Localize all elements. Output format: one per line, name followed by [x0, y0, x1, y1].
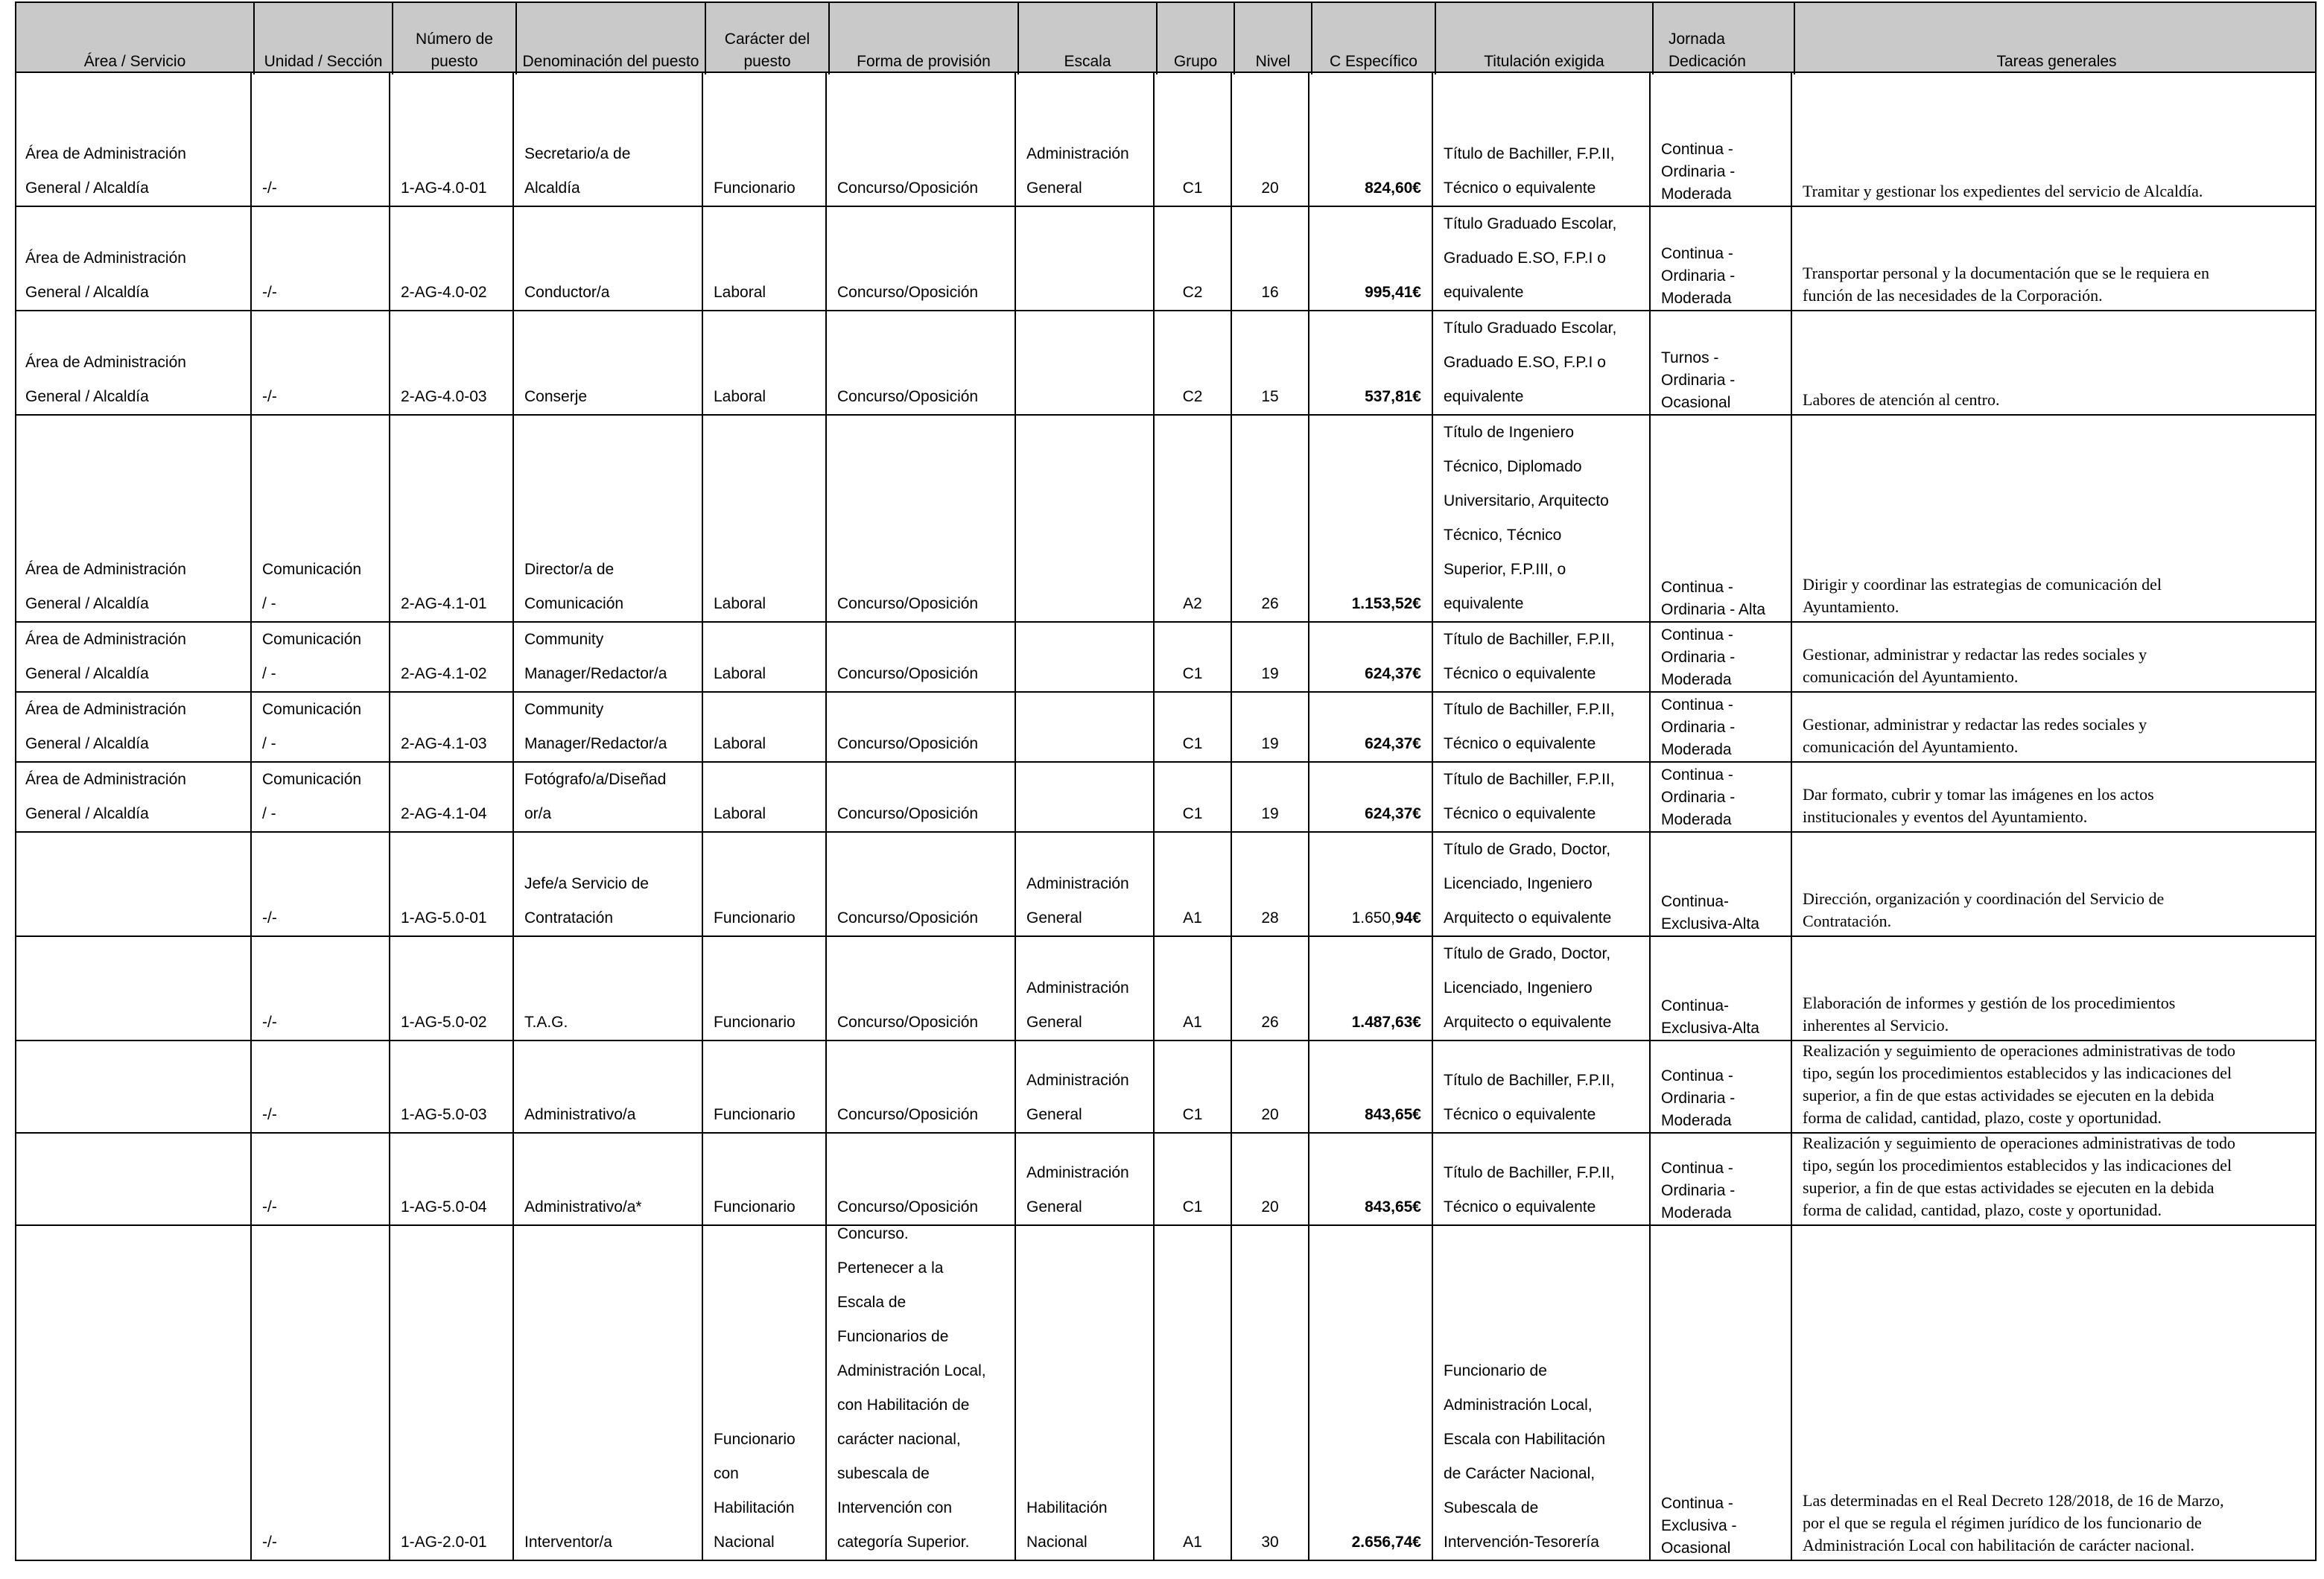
cell-caracter: Funcionario: [714, 1106, 796, 1123]
cell-grupo: C2: [1182, 284, 1203, 301]
cell-tareas: Las determinadas en el Real Decreto 128/2018, de 16 de Marzo, por el que se regula el régimen jurídico de los funcionario de Administración Local con habilitación de carácter nacional.: [1803, 1491, 2224, 1554]
cell-area: [15, 937, 250, 1040]
header-denominacion: Denominación del puesto: [515, 3, 705, 74]
table-row: [15, 833, 2317, 937]
cell-escala: Administración General: [1026, 1072, 1129, 1123]
cell-nivel: 19: [1261, 665, 1279, 682]
cell-unidad: Comunicación / -: [262, 561, 362, 612]
cell-tareas: Tramitar y gestionar los expedientes del servicio de Alcaldía.: [1803, 182, 2203, 200]
cell-nivel: 20: [1261, 179, 1279, 197]
cell-titulacion: Título Graduado Escolar, Graduado E.SO, F.P.I o equivalente: [1444, 320, 1617, 405]
cell-area: Área de Administración General / Alcaldía: [25, 354, 186, 405]
cell-caracter: Laboral: [714, 284, 766, 301]
cell-unidad: Comunicación / -: [262, 701, 362, 752]
cell-tareas: Gestionar, administrar y redactar las redes sociales y comunicación del Ayuntamiento.: [1803, 645, 2147, 686]
cell-caracter: Funcionario con Habilitación Nacional: [714, 1431, 796, 1551]
table-row: [15, 1134, 2317, 1226]
cell-nivel: 19: [1261, 735, 1279, 752]
cell-provision: Concurso/Oposición: [837, 1198, 979, 1216]
cell-especifico: 537,81€: [1365, 388, 1421, 405]
cell-especifico: 624,37€: [1365, 735, 1421, 752]
cell-unidad: Comunicación / -: [262, 631, 362, 682]
cell-titulacion: Título de Bachiller, F.P.II, Técnico o equivalente: [1444, 145, 1615, 197]
header-caracter: Carácter del puesto: [705, 3, 828, 74]
cell-unidad: -/-: [262, 1534, 277, 1551]
cell-unidad: -/-: [262, 388, 277, 405]
cell-denominacion: Jefe/a Servicio de Contratación: [524, 875, 649, 927]
cell-especifico: 1.487,63€: [1351, 1014, 1421, 1031]
cell-titulacion: Título de Bachiller, F.P.II, Técnico o equivalente: [1444, 1164, 1615, 1216]
header-provision: Forma de provisión: [828, 3, 1017, 74]
cell-numero: 1-AG-5.0-02: [401, 1014, 487, 1031]
cell-titulacion: Título de Bachiller, F.P.II, Técnico o equivalente: [1444, 631, 1615, 682]
cell-especifico: 843,65€: [1365, 1198, 1421, 1216]
cell-nivel: 19: [1261, 805, 1279, 822]
cell-unidad: -/-: [262, 179, 277, 197]
cell-numero: 1-AG-5.0-03: [401, 1106, 487, 1123]
cell-area: Área de Administración General / Alcaldía: [25, 771, 186, 822]
cell-escala: [1016, 763, 1153, 831]
cell-titulacion: Funcionario de Administración Local, Escala con Habilitación de Carácter Nacional, Subescala de Intervención-Tesorería: [1444, 1362, 1606, 1551]
cell-tareas: Realización y seguimiento de operaciones administrativas de todo tipo, según los procedimientos establecidos y las indicaciones del superior, a fin de que estas actividades se ejecuten en la debida forma de calidad, cantidad, plazo, coste y oportunidad.: [1803, 1041, 2235, 1127]
cell-numero: 1-AG-2.0-01: [401, 1534, 487, 1551]
cell-grupo: A2: [1183, 595, 1202, 612]
cell-escala: [1016, 693, 1153, 761]
cell-provision: Concurso/Oposición: [837, 805, 979, 822]
cell-escala: Administración General: [1026, 875, 1129, 927]
cell-provision: Concurso. Pertenecer a la Escala de Funcionarios de Administración Local, con Habilitación de carácter nacional, subescala de Intervención con categoría Superior.: [837, 1225, 986, 1551]
cell-unidad: -/-: [262, 1106, 277, 1123]
cell-area: Área de Administración General / Alcaldía: [25, 250, 186, 301]
cell-nivel: 26: [1261, 595, 1279, 612]
cell-jornada: Continua - Ordinaria - Moderada: [1661, 626, 1736, 688]
table-row: [15, 937, 2317, 1041]
cell-especifico: 995,41€: [1365, 284, 1421, 301]
cell-nivel: 20: [1261, 1106, 1279, 1123]
cell-titulacion: Título de Grado, Doctor, Licenciado, Ingeniero Arquitecto o equivalente: [1444, 841, 1612, 927]
cell-jornada: Continua - Ordinaria - Moderada: [1661, 766, 1736, 828]
cell-provision: Concurso/Oposición: [837, 595, 979, 612]
cell-unidad: -/-: [262, 1198, 277, 1216]
cell-tareas: Transportar personal y la documentación que se le requiera en función de las necesidades de la Corporación.: [1803, 264, 2209, 305]
cell-jornada: Continua - Ordinaria - Moderada: [1661, 696, 1736, 758]
cell-escala: Administración General: [1026, 979, 1129, 1031]
header-escala: Escala: [1017, 3, 1156, 74]
cell-titulacion: Título de Bachiller, F.P.II, Técnico o equivalente: [1444, 1072, 1615, 1123]
cell-denominacion: Secretario/a de Alcaldía: [524, 145, 631, 197]
cell-escala: Administración General: [1026, 145, 1129, 197]
cell-grupo: C1: [1182, 735, 1203, 752]
table-row: [15, 1226, 2317, 1561]
header-tareas: Tareas generales: [1794, 3, 2318, 74]
cell-caracter: Funcionario: [714, 909, 796, 927]
cell-area: [15, 1134, 250, 1224]
cell-escala: [1016, 311, 1153, 414]
cell-area: Área de Administración General / Alcaldía: [25, 701, 186, 752]
cell-grupo: A1: [1183, 1014, 1202, 1031]
cell-especifico: [1309, 833, 1432, 935]
cell-jornada: Continua- Exclusiva-Alta: [1661, 893, 1759, 933]
cell-numero: 2-AG-4.1-02: [401, 665, 487, 682]
cell-denominacion: Fotógrafo/a/Diseñad or/a: [524, 771, 667, 822]
cell-tareas: Labores de atención al centro.: [1803, 390, 2000, 409]
cell-numero: 1-AG-5.0-04: [401, 1198, 487, 1216]
cell-provision: Concurso/Oposición: [837, 388, 979, 405]
cell-unidad: Comunicación / -: [262, 771, 362, 822]
cell-denominacion: Interventor/a: [524, 1534, 612, 1551]
cell-escala: [1016, 207, 1153, 310]
table-row: [15, 73, 2317, 207]
cell-escala: Administración General: [1026, 1164, 1129, 1216]
cell-numero: 2-AG-4.0-02: [401, 284, 487, 301]
cell-titulacion: Título de Bachiller, F.P.II, Técnico o equivalente: [1444, 701, 1615, 752]
cell-numero: 2-AG-4.1-04: [401, 805, 487, 822]
cell-unidad: -/-: [262, 909, 277, 927]
cell-numero: 2-AG-4.1-03: [401, 735, 487, 752]
cell-jornada: Continua - Ordinaria - Moderada: [1661, 245, 1736, 307]
cell-provision: Concurso/Oposición: [837, 1106, 979, 1123]
cell-nivel: 28: [1261, 909, 1279, 927]
cell-provision: Concurso/Oposición: [837, 735, 979, 752]
cell-especifico: 1.153,52€: [1351, 595, 1421, 612]
cell-grupo: C1: [1182, 179, 1203, 197]
cell-titulacion: Título Graduado Escolar, Graduado E.SO, F.P.I o equivalente: [1444, 215, 1617, 301]
cell-caracter: Laboral: [714, 388, 766, 405]
cell-grupo: C1: [1182, 665, 1203, 682]
cell-nivel: 30: [1261, 1534, 1279, 1551]
cell-tareas: Dar formato, cubrir y tomar las imágenes en los actos institucionales y eventos del Ayuntamiento.: [1803, 785, 2154, 826]
cell-provision: Concurso/Oposición: [837, 1014, 979, 1031]
table-row: [15, 763, 2317, 833]
cell-grupo: A1: [1183, 909, 1202, 927]
header-area: Área / Servicio: [83, 53, 186, 70]
cell-denominacion: Administrativo/a*: [524, 1198, 642, 1216]
cell-unidad: -/-: [262, 1014, 277, 1031]
table-row: [15, 1041, 2317, 1134]
cell-tareas: Dirigir y coordinar las estrategias de comunicación del Ayuntamiento.: [1803, 575, 2162, 616]
cell-denominacion: Community Manager/Redactor/a: [524, 631, 667, 682]
cell-nivel: 20: [1261, 1198, 1279, 1216]
table-row: [15, 311, 2317, 416]
cell-especifico: 2.656,74€: [1351, 1534, 1421, 1551]
cell-area: [15, 833, 250, 935]
especifico-plain-part: 1.650,: [1351, 909, 1395, 927]
cell-caracter: Laboral: [714, 595, 766, 612]
cell-denominacion: Conductor/a: [524, 284, 610, 301]
cell-escala: [1016, 416, 1153, 621]
cell-unidad: -/-: [262, 284, 277, 301]
cell-provision: Concurso/Oposición: [837, 284, 979, 301]
cell-grupo: A1: [1183, 1534, 1202, 1551]
cell-jornada: Continua - Ordinaria - Alta: [1661, 579, 1766, 618]
cell-tareas: Dirección, organización y coordinación del Servicio de Contratación.: [1803, 889, 2165, 930]
cell-area: Área de Administración General / Alcaldía: [25, 145, 186, 197]
cell-caracter: Funcionario: [714, 179, 796, 197]
cell-numero: 1-AG-4.0-01: [401, 179, 487, 197]
cell-area: [15, 1041, 250, 1132]
cell-caracter: Funcionario: [714, 1014, 796, 1031]
header-grupo: Grupo: [1156, 3, 1234, 74]
especifico-bold-part: 94€: [1394, 909, 1421, 927]
cell-area: [15, 1226, 250, 1560]
cell-area: Área de Administración General / Alcaldía: [25, 631, 186, 682]
cell-nivel: 26: [1261, 1014, 1279, 1031]
cell-jornada: Continua - Ordinaria - Moderada: [1661, 1160, 1736, 1221]
cell-tareas: Realización y seguimiento de operaciones administrativas de todo tipo, según los procedimientos establecidos y las indicaciones del superior, a fin de que estas actividades se ejecuten en la debida forma de calidad, cantidad, plazo, coste y oportunidad.: [1803, 1134, 2235, 1219]
cell-especifico: 624,37€: [1365, 665, 1421, 682]
cell-jornada: Continua- Exclusiva-Alta: [1661, 997, 1759, 1037]
header-titulacion: Titulación exigida: [1435, 3, 1652, 74]
cell-caracter: Laboral: [714, 665, 766, 682]
header-nivel: Nivel: [1234, 3, 1311, 74]
cell-denominacion: T.A.G.: [524, 1014, 568, 1031]
cell-jornada: Continua - Exclusiva - Ocasional: [1661, 1495, 1737, 1557]
cell-nivel: 16: [1261, 284, 1279, 301]
header-numero: Número de puesto: [392, 3, 515, 74]
cell-tareas: Gestionar, administrar y redactar las redes sociales y comunicación del Ayuntamiento.: [1803, 715, 2147, 756]
cell-jornada: Turnos - Ordinaria - Ocasional: [1661, 349, 1736, 411]
table-row: [15, 207, 2317, 311]
cell-titulacion: Título de Bachiller, F.P.II, Técnico o equivalente: [1444, 771, 1615, 822]
header-unidad: Unidad / Sección: [253, 3, 392, 74]
cell-escala: [1016, 623, 1153, 691]
table-header: [15, 1, 2317, 73]
rpt-table: [15, 1, 2317, 1564]
cell-provision: Concurso/Oposición: [837, 909, 979, 927]
cell-titulacion: Título de Grado, Doctor, Licenciado, Ingeniero Arquitecto o equivalente: [1444, 945, 1612, 1031]
cell-denominacion: Community Manager/Redactor/a: [524, 701, 667, 752]
cell-denominacion: Conserje: [524, 388, 588, 405]
table-row: [15, 416, 2317, 623]
cell-grupo: C1: [1182, 1106, 1203, 1123]
cell-nivel: 15: [1261, 388, 1279, 405]
cell-area: Área de Administración General / Alcaldía: [25, 561, 186, 612]
header-jornada: Jornada Dedicación: [1652, 3, 1794, 74]
cell-denominacion: Director/a de Comunicación: [524, 561, 624, 612]
cell-numero: 2-AG-4.1-01: [401, 595, 487, 612]
cell-titulacion: Título de Ingeniero Técnico, Diplomado Universitario, Arquitecto Técnico, Técnico Superior, F.P.III, o equivalente: [1444, 424, 1609, 612]
cell-numero: 2-AG-4.0-03: [401, 388, 487, 405]
cell-denominacion: Administrativo/a: [524, 1106, 636, 1123]
table-row: [15, 623, 2317, 693]
cell-caracter: Laboral: [714, 805, 766, 822]
cell-jornada: Continua - Ordinaria - Moderada: [1661, 141, 1736, 203]
cell-grupo: C1: [1182, 1198, 1203, 1216]
cell-provision: Concurso/Oposición: [837, 179, 979, 197]
table-row: [15, 693, 2317, 763]
header-especifico: C Específico: [1311, 3, 1435, 74]
cell-grupo: C2: [1182, 388, 1203, 405]
cell-especifico: 843,65€: [1365, 1106, 1421, 1123]
cell-caracter: Funcionario: [714, 1198, 796, 1216]
cell-numero: 1-AG-5.0-01: [401, 909, 487, 927]
cell-tareas: Elaboración de informes y gestión de los procedimientos inherentes al Servicio.: [1803, 994, 2176, 1035]
cell-grupo: C1: [1182, 805, 1203, 822]
cell-especifico: 624,37€: [1365, 805, 1421, 822]
cell-especifico: 824,60€: [1365, 179, 1421, 197]
cell-provision: Concurso/Oposición: [837, 665, 979, 682]
cell-caracter: Laboral: [714, 735, 766, 752]
cell-jornada: Continua - Ordinaria - Moderada: [1661, 1067, 1736, 1129]
cell-escala: Habilitación Nacional: [1026, 1499, 1108, 1551]
